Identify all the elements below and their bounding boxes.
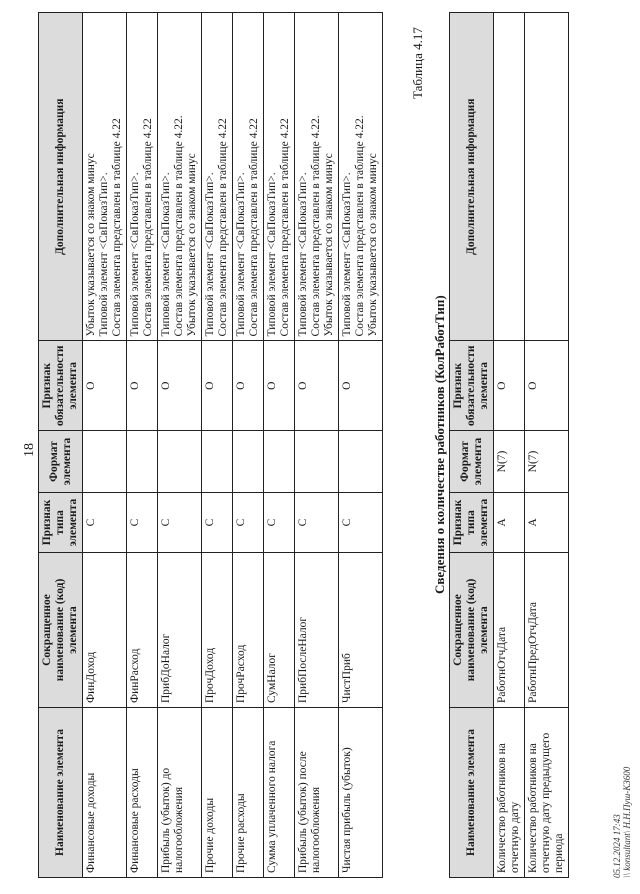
table-row	[233, 13, 264, 878]
table-header-row	[39, 13, 83, 878]
table-row	[494, 13, 525, 878]
table-cell: Прибыль (убыток) после налогообложения	[295, 708, 339, 878]
col-header: Дополнительная информация	[450, 13, 494, 341]
col-header: Признак типа элемента	[450, 493, 494, 553]
table-row	[264, 13, 295, 878]
table-cell: РаботнПредОтчДата	[525, 553, 569, 708]
table-cell: О	[83, 341, 127, 431]
footer-stamp	[612, 767, 632, 878]
table-cell: Чистая прибыль (убыток)	[339, 708, 383, 878]
table-cell: N(7)	[494, 431, 525, 493]
table-cell: О	[339, 341, 383, 431]
table-cell: А	[525, 493, 569, 553]
table-cell: Типовой элемент <СвПоказТип>. Состав элемента представлен в таблице 4.22	[127, 13, 158, 341]
table-row	[158, 13, 202, 878]
table-cell: ФинДоход	[83, 553, 127, 708]
table-cell	[158, 431, 202, 493]
table-cell: ПрибПослеНалог	[295, 553, 339, 708]
table-cell: ПрочРасход	[233, 553, 264, 708]
col-header: Признак обязательности элемента	[450, 341, 494, 431]
table-cell: РаботнОтчДата	[494, 553, 525, 708]
table-row	[295, 13, 339, 878]
table-cell: Прочие доходы	[202, 708, 233, 878]
table-row	[127, 13, 158, 878]
table-cell: ПрочДоход	[202, 553, 233, 708]
table-cell	[233, 431, 264, 493]
table-cell: Финансовые расходы	[127, 708, 158, 878]
col-header: Формат элемента	[39, 431, 83, 493]
table-title: Сведения о количестве работников (КолРаботТип)	[432, 295, 447, 594]
table-row	[83, 13, 127, 878]
table-cell: Типовой элемент <СвПоказТип>. Состав элемента представлен в таблице 4.22	[264, 13, 295, 341]
table-cell: Финансовые доходы	[83, 708, 127, 878]
table-cell: С	[127, 493, 158, 553]
table-cell: N(7)	[525, 431, 569, 493]
table-cell: О	[233, 341, 264, 431]
table-cell: С	[233, 493, 264, 553]
table-cell: Количество работников на отчетную дату	[494, 708, 525, 878]
table-cell: Типовой элемент <СвПоказТип>. Состав элемента представлен в таблице 4.22	[202, 13, 233, 341]
table-label: Таблица 4.17	[410, 27, 425, 99]
table-cell	[339, 431, 383, 493]
table-cell: О	[494, 341, 525, 431]
table-cell: ЧистПриб	[339, 553, 383, 708]
table-cell: Количество работников на отчетную дату предыдущего периода	[525, 708, 569, 878]
table-cell	[494, 13, 525, 341]
table-cell	[525, 13, 569, 341]
table-cell: О	[127, 341, 158, 431]
col-header: Наименование элемента	[450, 708, 494, 878]
table-cell: С	[158, 493, 202, 553]
table-cell: О	[264, 341, 295, 431]
page-number: 18	[22, 443, 37, 457]
col-header: Наименование элемента	[39, 708, 83, 878]
table-cell: Сумма уплаченного налога	[264, 708, 295, 878]
table-cell: О	[158, 341, 202, 431]
table-cell: Типовой элемент <СвПоказТип>. Состав элемента представлен в таблице 4.22. Убыток указывается со знаком минус	[158, 13, 202, 341]
table-cell: О	[295, 341, 339, 431]
table-cell: С	[264, 493, 295, 553]
table-cell: Типовой элемент <СвПоказТип>. Состав элемента представлен в таблице 4.22. Убыток указывается со знаком минус	[339, 13, 383, 341]
table-cell: С	[83, 493, 127, 553]
table-row	[202, 13, 233, 878]
col-header: Сокращенное наименование (код) элемента	[450, 553, 494, 708]
table-cell	[83, 431, 127, 493]
table-cell: О	[525, 341, 569, 431]
col-header: Признак обязательности элемента	[39, 341, 83, 431]
table-cell	[264, 431, 295, 493]
table-row	[339, 13, 383, 878]
footer-line: 05.12.2024 17:43	[612, 814, 622, 878]
table-header-row	[450, 13, 494, 878]
table-cell: С	[295, 493, 339, 553]
table-cell: ПрибДоНалог	[158, 553, 202, 708]
table-cell: С	[339, 493, 383, 553]
table-financial-indicators	[38, 12, 383, 878]
table-cell: С	[202, 493, 233, 553]
table-cell	[127, 431, 158, 493]
table-cell: Прочие расходы	[233, 708, 264, 878]
table-cell	[295, 431, 339, 493]
table-cell: Убыток указывается со знаком минус Типовой элемент <СвПоказТип>. Состав элемента представлен в таблице 4.22	[83, 13, 127, 341]
table-cell: А	[494, 493, 525, 553]
col-header: Признак типа элемента	[39, 493, 83, 553]
table-cell: Типовой элемент <СвПоказТип>. Состав элемента представлен в таблице 4.22. Убыток указывается со знаком минус	[295, 13, 339, 341]
table-cell: Прибыль (убыток) до налогообложения	[158, 708, 202, 878]
table-cell: Типовой элемент <СвПоказТип>. Состав элемента представлен в таблице 4.22	[233, 13, 264, 341]
table-cell	[202, 431, 233, 493]
table-row	[525, 13, 569, 878]
table-cell: О	[202, 341, 233, 431]
table-cell: СумНалог	[264, 553, 295, 708]
col-header: Дополнительная информация	[39, 13, 83, 341]
table-cell: ФинРасход	[127, 553, 158, 708]
table-employee-count	[449, 12, 569, 878]
col-header: Сокращенное наименование (код) элемента	[39, 553, 83, 708]
col-header: Формат элемента	[450, 431, 494, 493]
footer-line: \\ konsultant\ Н.Н.Пуш-КЗ600	[622, 766, 632, 878]
